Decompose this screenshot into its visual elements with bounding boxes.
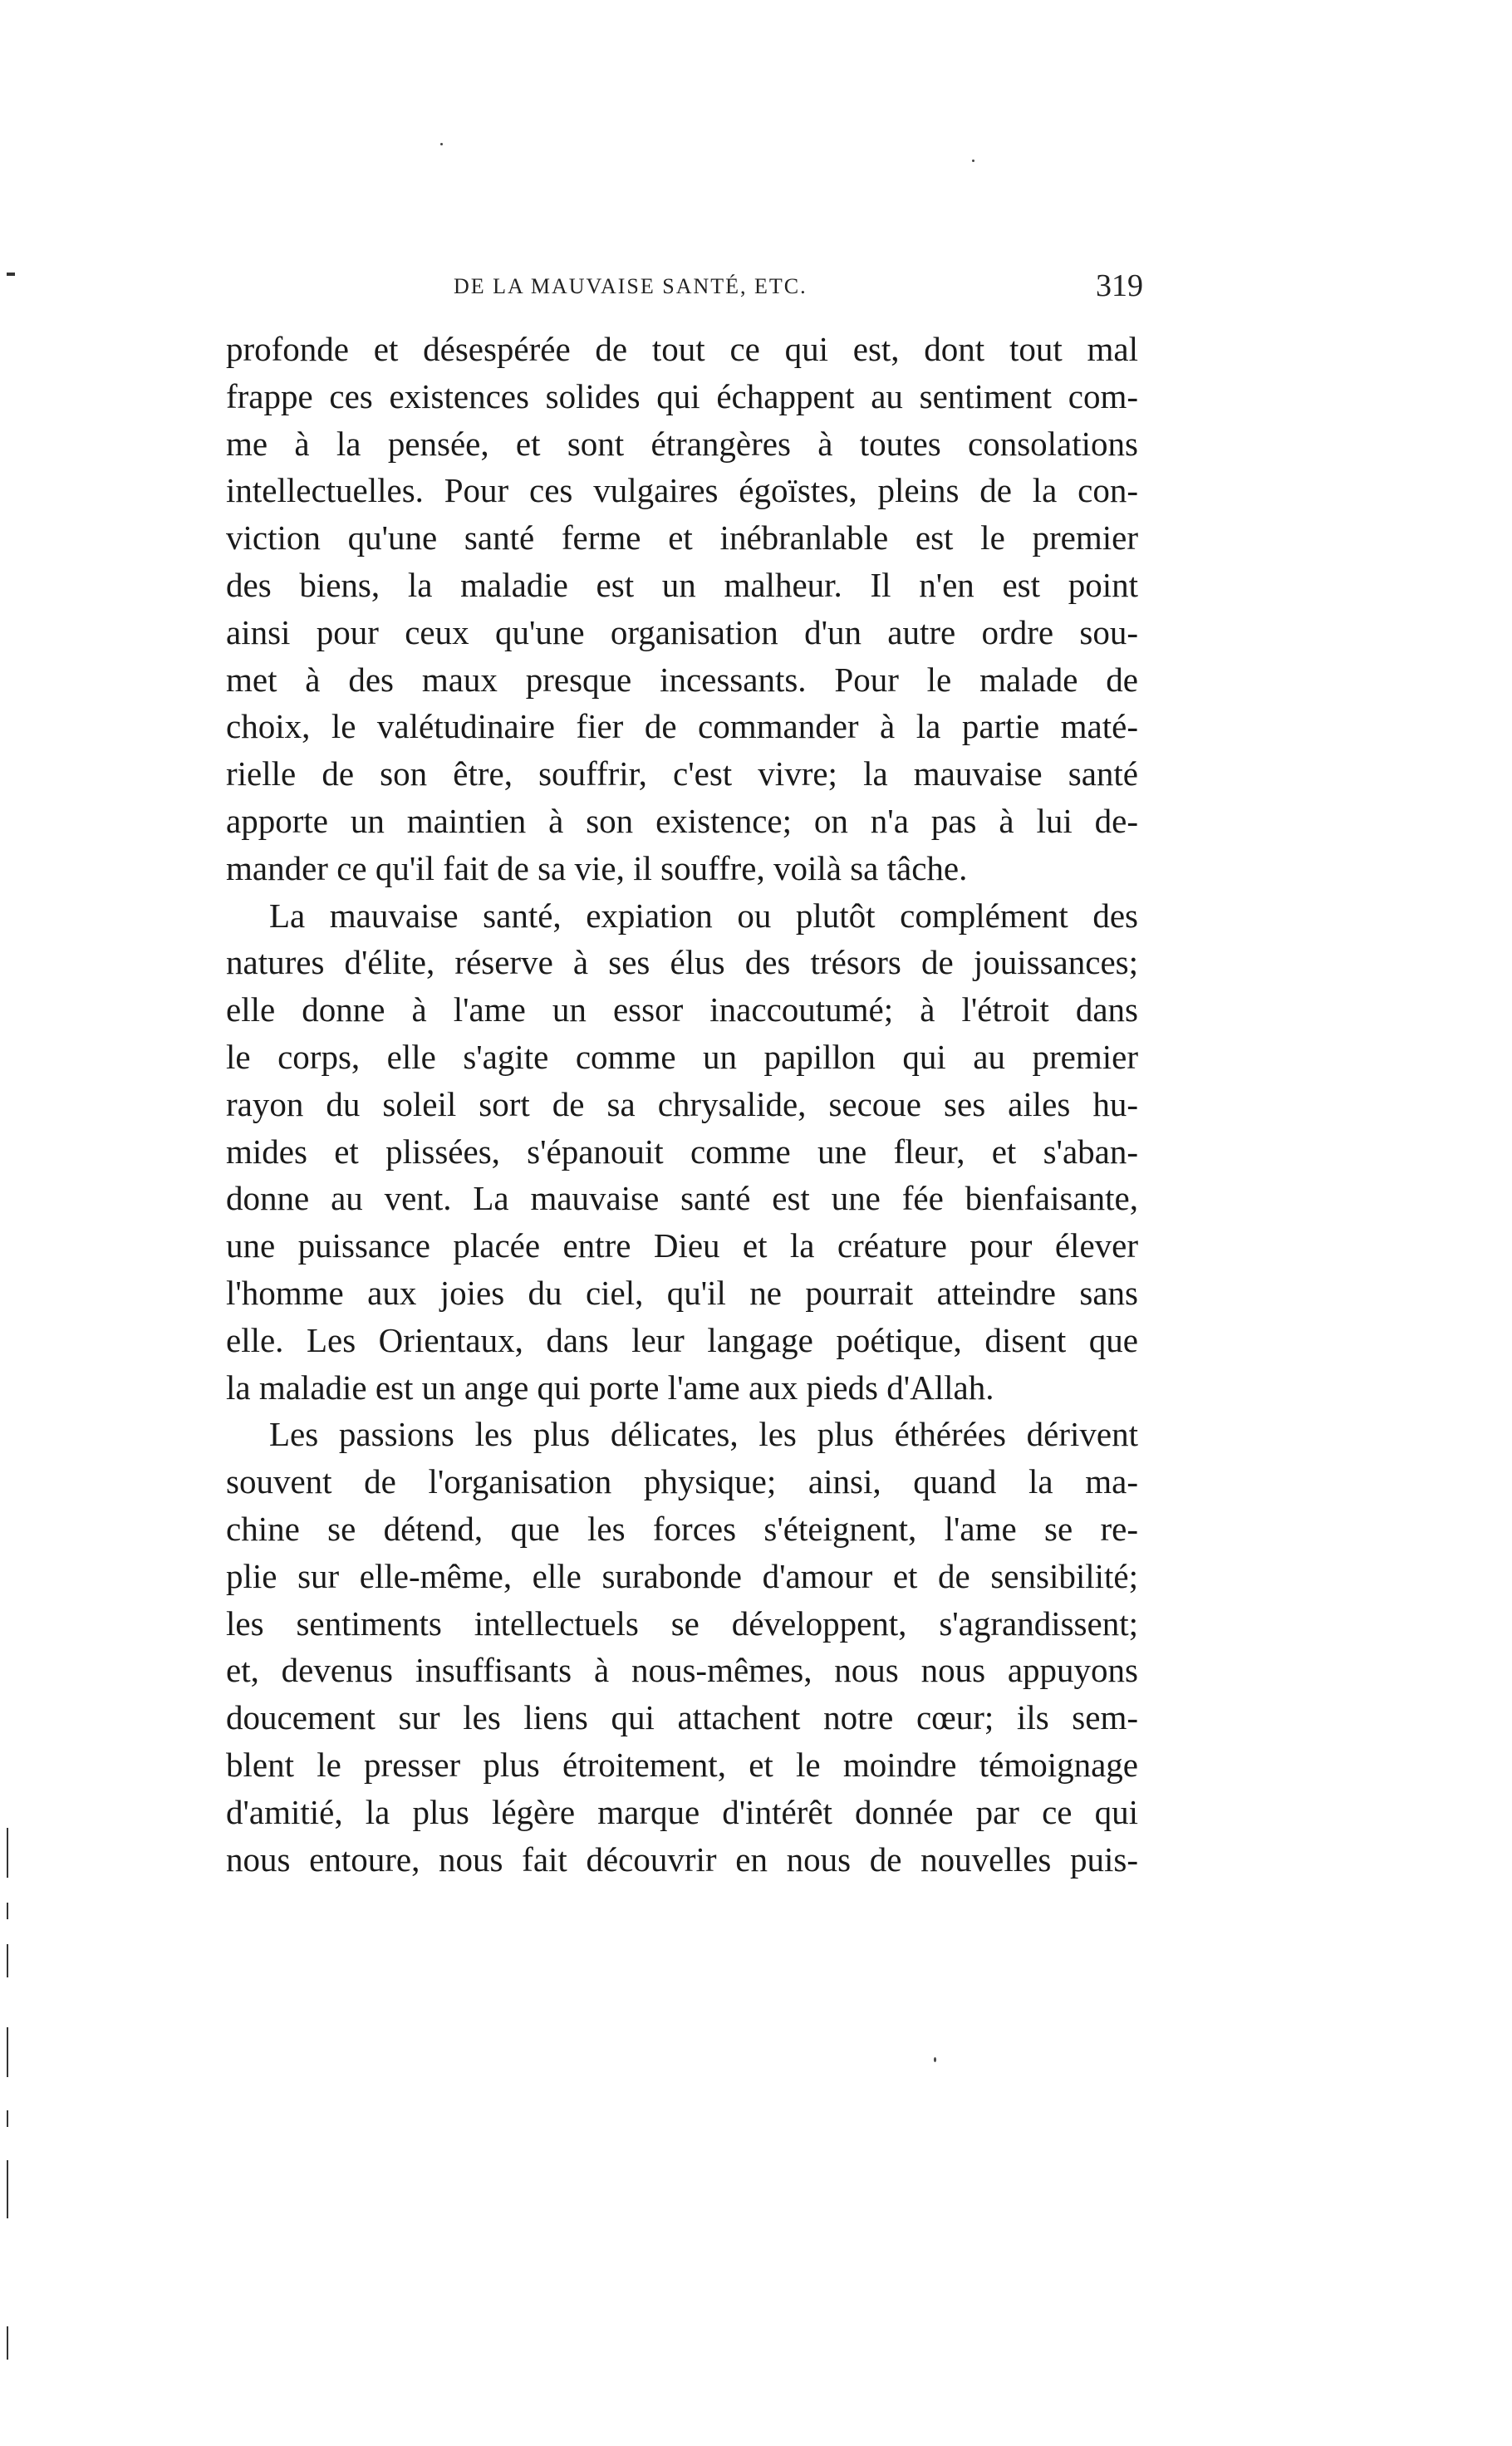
text-line: l'homme aux joies du ciel, qu'il ne pourrait atteindre sans bbox=[226, 1273, 1138, 1312]
text-line: mides et plissées, s'épanouit comme une fleur, et s'aban- bbox=[226, 1132, 1138, 1171]
text-line: nous entoure, nous fait découvrir en nous de nouvelles puis- bbox=[226, 1839, 1138, 1879]
text-line: les sentiments intellectuels se développent, s'agrandissent; bbox=[226, 1604, 1138, 1643]
text-line: rayon du soleil sort de sa chrysalide, secoue ses ailes hu- bbox=[226, 1084, 1138, 1123]
text-line: intellectuelles. Pour ces vulgaires égoïstes, pleins de la con- bbox=[226, 471, 1138, 510]
text-line: frappe ces existences solides qui échappent au sentiment com- bbox=[226, 376, 1138, 415]
paragraph-1 bbox=[226, 326, 1138, 892]
text-line: doucement sur les liens qui attachent notre cœur; ils sem- bbox=[226, 1698, 1138, 1737]
text-line: souvent de l'organisation physique; ainsi, quand la ma- bbox=[226, 1462, 1138, 1501]
text-line: Les passions les plus délicates, les plus éthérées dérivent bbox=[269, 1415, 1138, 1454]
scan-margin-mark bbox=[7, 1944, 8, 1977]
text-line: chine se détend, que les forces s'éteignent, l'ame se re- bbox=[226, 1509, 1138, 1548]
scan-margin-mark bbox=[7, 2027, 8, 2077]
text-line: d'amitié, la plus légère marque d'intérêt donnée par ce qui bbox=[226, 1792, 1138, 1831]
text-line: elle. Les Orientaux, dans leur langage poétique, disent que bbox=[226, 1320, 1138, 1359]
text-line: ainsi pour ceux qu'une organisation d'un autre ordre sou- bbox=[226, 612, 1138, 651]
scan-margin-mark bbox=[7, 2110, 8, 2127]
text-line: elle donne à l'ame un essor inaccoutumé; à l'étroit dans bbox=[226, 990, 1138, 1029]
text-line: me à la pensée, et sont étrangères à toutes consolations bbox=[226, 424, 1138, 463]
text-line: natures d'élite, réserve à ses élus des trésors de jouissances; bbox=[226, 943, 1138, 982]
scan-margin-mark bbox=[7, 2326, 8, 2360]
scan-speck bbox=[440, 143, 443, 145]
paragraph-2 bbox=[226, 892, 1138, 1412]
text-line: profonde et désespérée de tout ce qui est, dont tout mal bbox=[226, 330, 1138, 368]
text-line: la maladie est un ange qui porte l'ame aux pieds d'Allah. bbox=[226, 1368, 994, 1407]
text-line: apporte un maintien à son existence; on n'a pas à lui de- bbox=[226, 801, 1138, 840]
text-line: choix, le valétudinaire fier de commander à la partie maté- bbox=[226, 707, 1138, 746]
text-line: met à des maux presque incessants. Pour le malade de bbox=[226, 660, 1138, 699]
page-number: 319 bbox=[1096, 268, 1143, 303]
scan-margin-mark bbox=[7, 273, 15, 276]
text-line: donne au vent. La mauvaise santé est une fée bienfaisante, bbox=[226, 1179, 1138, 1218]
text-line: une puissance placée entre Dieu et la créature pour élever bbox=[226, 1226, 1138, 1265]
text-line: blent le presser plus étroitement, et le moindre témoignage bbox=[226, 1745, 1138, 1784]
scan-margin-mark bbox=[7, 1903, 8, 1919]
text-line: La mauvaise santé, expiation ou plutôt complément des bbox=[269, 896, 1138, 935]
text-line: rielle de son être, souffrir, c'est vivre; la mauvaise santé bbox=[226, 754, 1138, 793]
running-head: DE LA MAUVAISE SANTÉ, ETC. bbox=[454, 274, 808, 298]
text-line: plie sur elle-même, elle surabonde d'amour et de sensibilité; bbox=[226, 1556, 1138, 1595]
text-line: le corps, elle s'agite comme un papillon qui au premier bbox=[226, 1037, 1138, 1076]
text-line: mander ce qu'il fait de sa vie, il souffre, voilà sa tâche. bbox=[226, 848, 968, 887]
text-line: viction qu'une santé ferme et inébranlable est le premier bbox=[226, 518, 1138, 557]
scan-margin-mark bbox=[7, 1828, 8, 1878]
scan-speck bbox=[934, 2057, 936, 2062]
body-text bbox=[226, 326, 1138, 1883]
scan-speck bbox=[972, 160, 974, 162]
paragraph-3 bbox=[226, 1411, 1138, 1883]
text-line: et, devenus insuffisants à nous-mêmes, nous nous appuyons bbox=[226, 1651, 1138, 1690]
scan-margin-mark bbox=[7, 2160, 8, 2218]
text-line: des biens, la maladie est un malheur. Il n'en est point bbox=[226, 565, 1138, 604]
